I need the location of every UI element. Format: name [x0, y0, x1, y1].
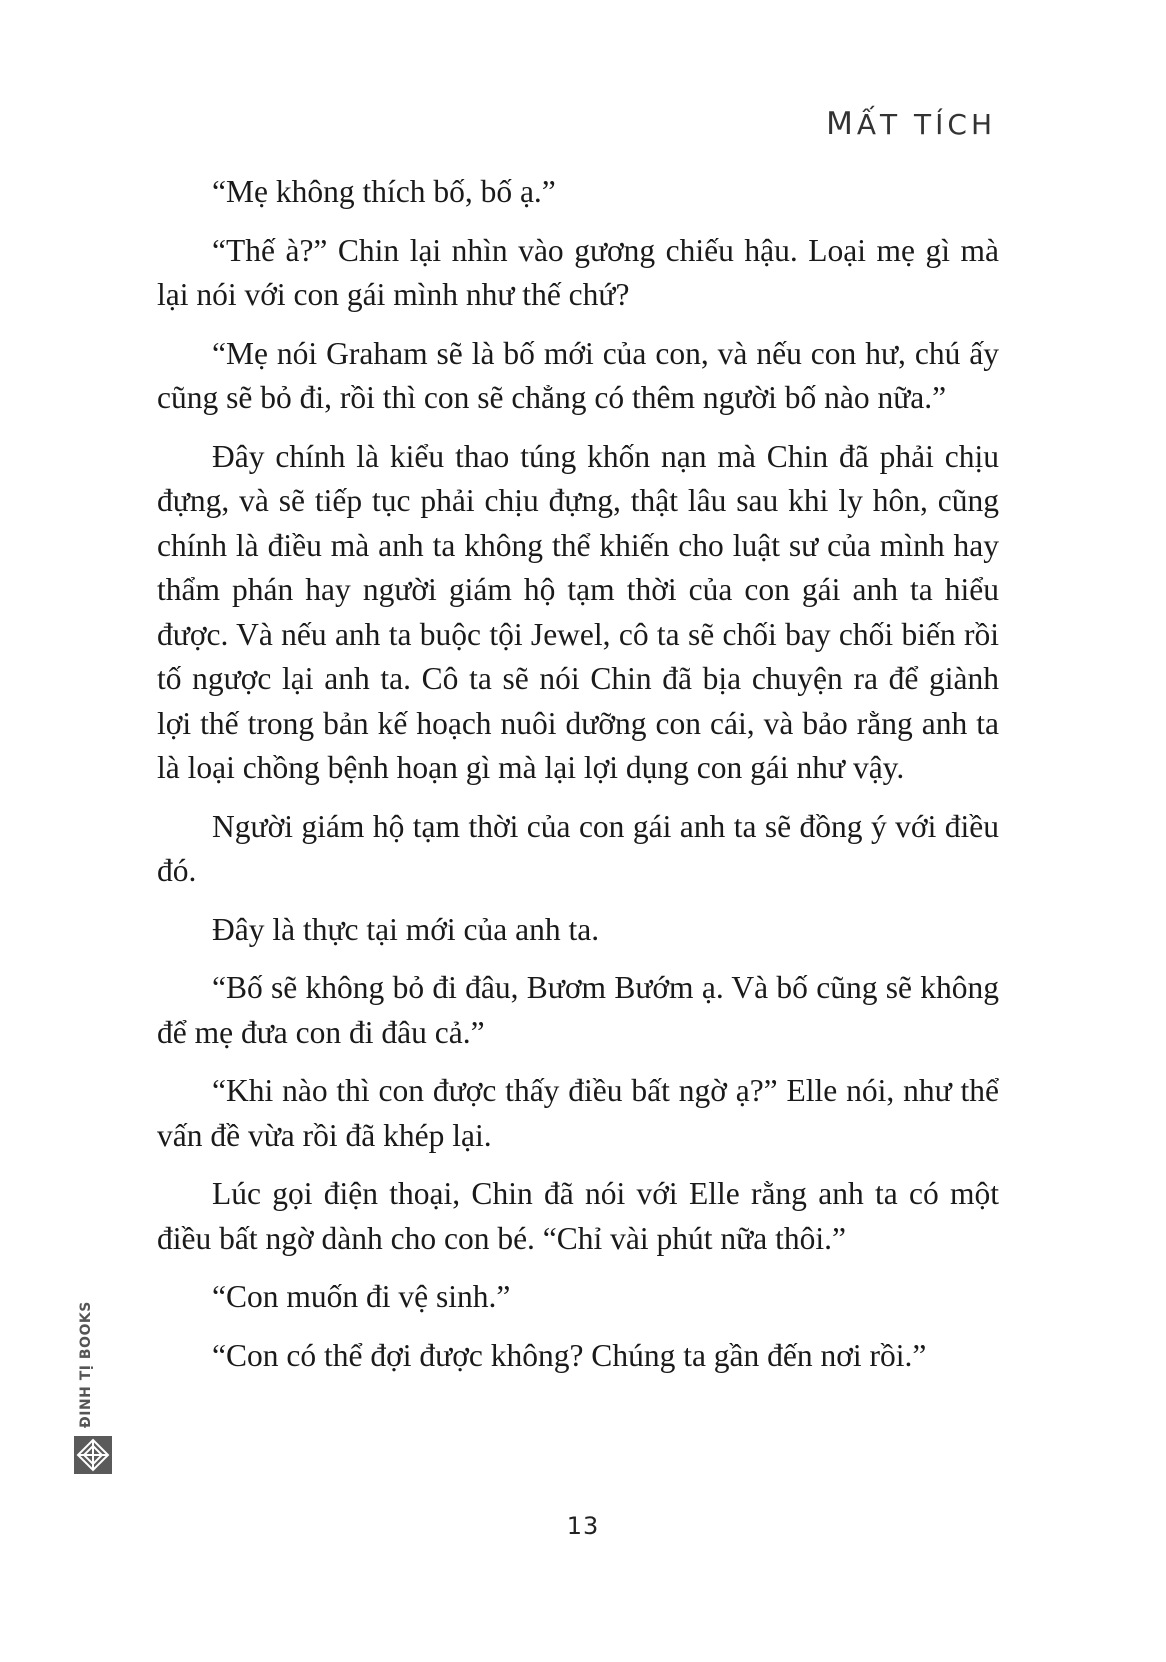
paragraph: “Con muốn đi vệ sinh.”: [212, 1279, 511, 1314]
paragraph: “Thế à?” Chin lại nhìn vào gương chiếu hậu. Loại mẹ gì mà lại nói với con gái mình như thế chứ?: [157, 232, 999, 312]
paragraph: Người giám hộ tạm thời của con gái anh ta sẽ đồng ý với điều đó.: [157, 808, 999, 888]
paragraph: “Bố sẽ không bỏ đi đâu, Bươm Bướm ạ. Và bố cũng sẽ không để mẹ đưa con đi đâu cả.”: [157, 970, 999, 1050]
running-header-rest: ẤT TÍCH: [856, 108, 996, 141]
page-number: 13: [566, 1512, 600, 1540]
paragraph: “Con có thể đợi được không? Chúng ta gần đến nơi rồi.”: [212, 1337, 927, 1373]
dinh-ti-logo-icon: [74, 1436, 112, 1474]
running-header: [826, 106, 996, 142]
paragraph: Đây chính là kiểu thao túng khốn nạn mà Chin đã phải chịu đựng, và sẽ tiếp tục phải chịu đựng, thật lâu sau khi ly hôn, cũng chính là điều mà anh ta không thể khiến cho luật sư của mình hay thẩm phán hay người giám hộ tạm thời của con gái anh ta hiểu được. Và nếu anh ta buộc tội Jewel, cô ta sẽ chối bay chối biến rồi tố ngược lại anh ta. Cô ta sẽ nói Chin đã bịa chuyện ra để giành lợi thế trong bản kế hoạch nuôi dưỡng con cái, và bảo rằng anh ta là loại chồng bệnh hoạn gì mà lại lợi dụng con gái như vậy.: [157, 438, 999, 785]
publisher-name: ĐINH TỊ BOOKS: [78, 1301, 94, 1428]
paragraph: “Khi nào thì con được thấy điều bất ngờ ạ?” Elle nói, như thể vấn đề vừa rồi đã khép lại.: [157, 1073, 999, 1153]
running-header-initial: M: [826, 106, 857, 142]
paragraph: Lúc gọi điện thoại, Chin đã nói với Elle rằng anh ta có một điều bất ngờ dành cho con bé. “Chỉ vài phút nữa thôi.”: [157, 1176, 999, 1256]
paragraph: “Mẹ không thích bố, bố ạ.”: [212, 174, 556, 209]
publisher-mark: [74, 1301, 114, 1470]
body-text: [157, 170, 999, 1392]
paragraph: “Mẹ nói Graham sẽ là bố mới của con, và nếu con hư, chú ấy cũng sẽ bỏ đi, rồi thì con sẽ chẳng có thêm người bố nào nữa.”: [157, 335, 999, 415]
paragraph: Đây là thực tại mới của anh ta.: [212, 911, 600, 947]
